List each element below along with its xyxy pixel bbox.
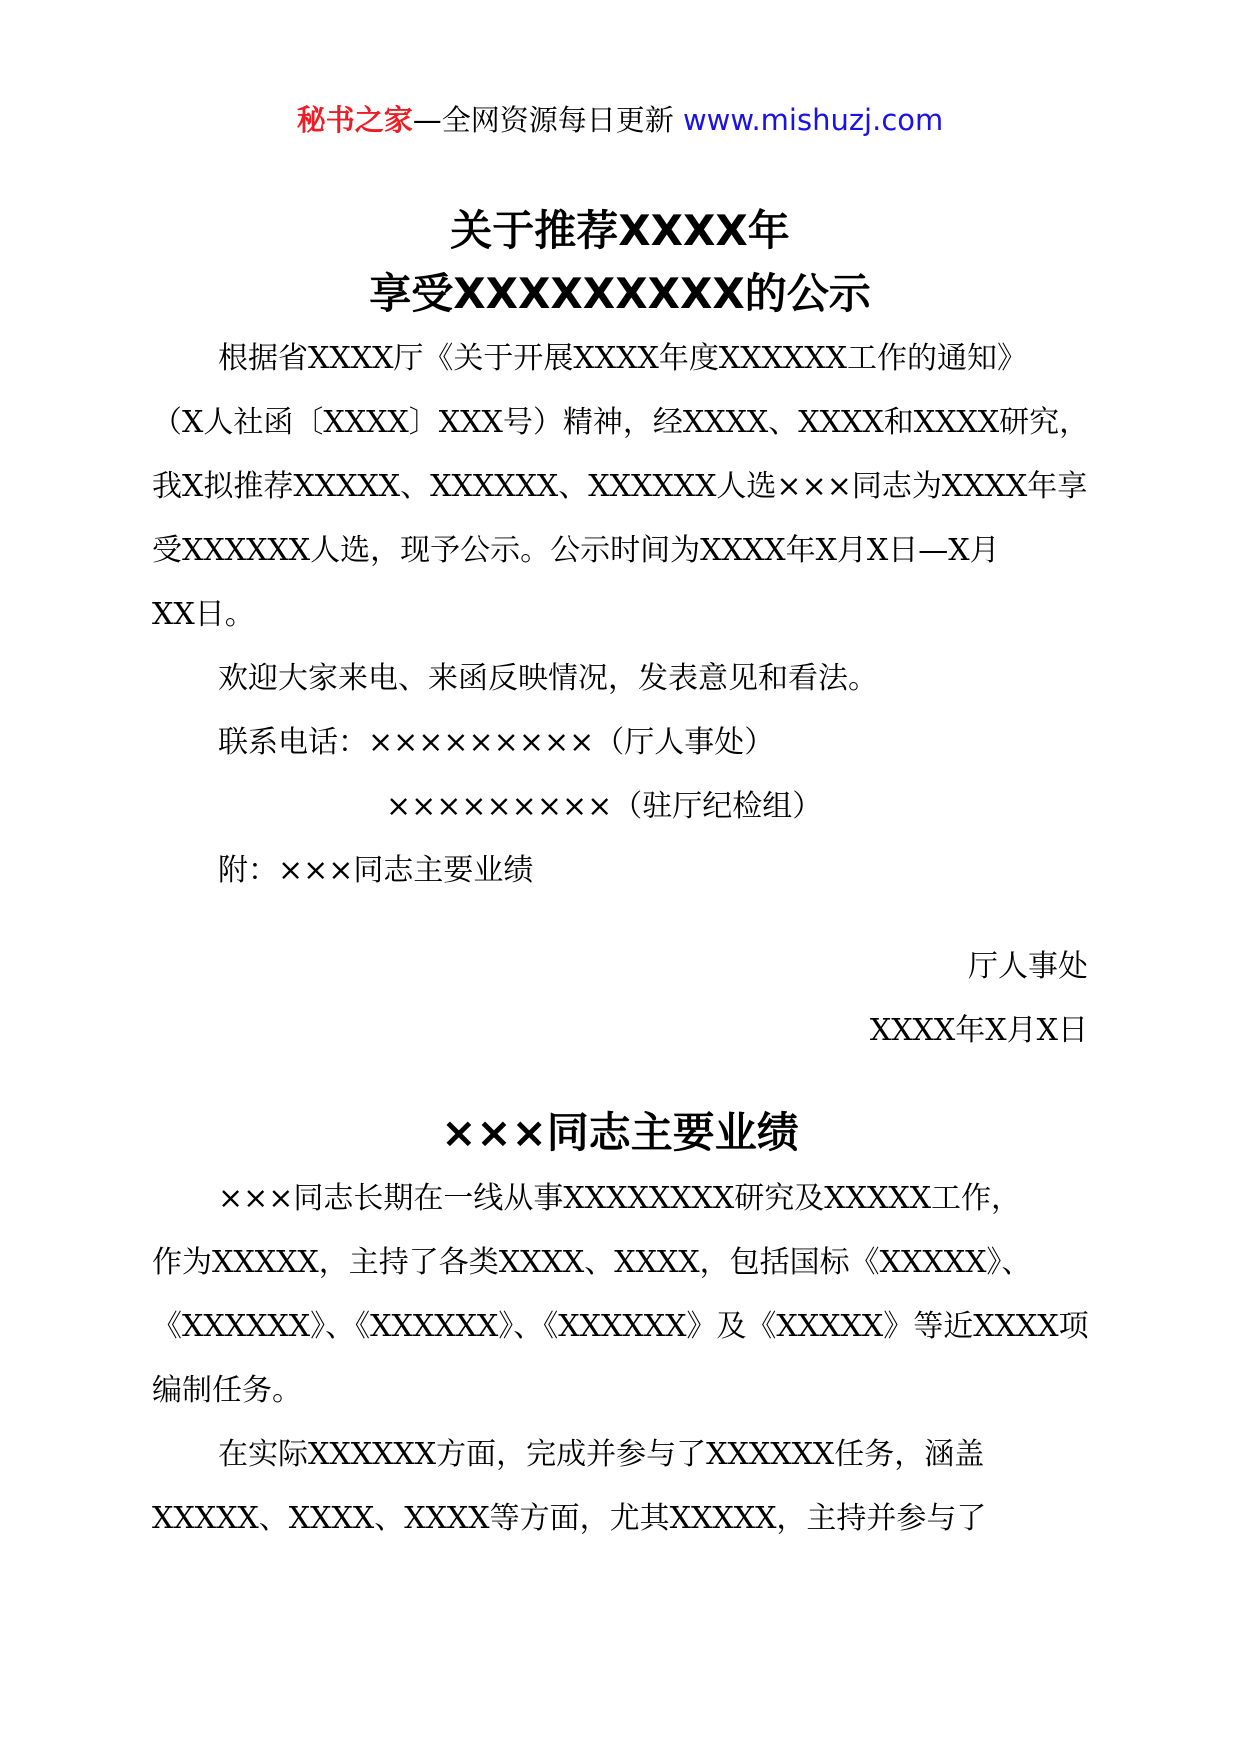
paragraph-line: 在实际XXXXXX方面，完成并参与了XXXXXX任务，涵盖 bbox=[218, 1437, 985, 1472]
site-header bbox=[0, 100, 1240, 140]
brand-name: 秘书之家 bbox=[296, 103, 413, 137]
paragraph-line: XXXXX、XXXX、XXXX等方面，尤其XXXXX，主持并参与了 bbox=[152, 1501, 987, 1536]
signature-date: XXXX年X月X日 bbox=[869, 1013, 1088, 1048]
paragraph-line: 作为XXXXX，主持了各类XXXX、XXXX，包括国标《XXXXX》、 bbox=[152, 1245, 1032, 1280]
header-slogan: —全网资源每日更新 bbox=[412, 103, 674, 137]
paragraph-line: 受XXXXXX人选，现予公示。公示时间为XXXX年X月X日—X月 bbox=[152, 533, 1000, 568]
attachment-line: 附：×××同志主要业绩 bbox=[218, 853, 534, 888]
notice-title-line-1: 关于推荐XXXX年 bbox=[450, 206, 790, 255]
paragraph-line: ×××同志长期在一线从事XXXXXXXX研究及XXXXX工作， bbox=[218, 1181, 1022, 1216]
paragraph-line: （X人社函〔XXXX〕XXX号）精神，经XXXX、XXXX和XXXX研究， bbox=[152, 405, 1090, 440]
contact-phone-1: 联系电话：×××××××××（厅人事处） bbox=[218, 725, 775, 760]
paragraph-line: 《XXXXXX》、《XXXXXX》、《XXXXXX》及《XXXXX》等近XXXX项 bbox=[152, 1309, 1089, 1344]
paragraph-line: XX日。 bbox=[152, 597, 255, 632]
paragraph-line: 根据省XXXX厅《关于开展XXXX年度XXXXXX工作的通知》 bbox=[218, 341, 1028, 376]
site-url[interactable]: www.mishuzj.com bbox=[682, 103, 944, 137]
signature: 厅人事处 bbox=[968, 949, 1088, 984]
notice-title-line-2: 享受XXXXXXXXX的公示 bbox=[369, 269, 871, 318]
achievements-title: ×××同志主要业绩 bbox=[441, 1108, 799, 1157]
feedback-line: 欢迎大家来电、来函反映情况，发表意见和看法。 bbox=[218, 661, 878, 696]
paragraph-line: 编制任务。 bbox=[152, 1373, 302, 1408]
paragraph-line: 我X拟推荐XXXXX、XXXXXX、XXXXXX人选×××同志为XXXX年享 bbox=[152, 469, 1088, 504]
contact-phone-2: ×××××××××（驻厅纪检组） bbox=[386, 789, 823, 824]
